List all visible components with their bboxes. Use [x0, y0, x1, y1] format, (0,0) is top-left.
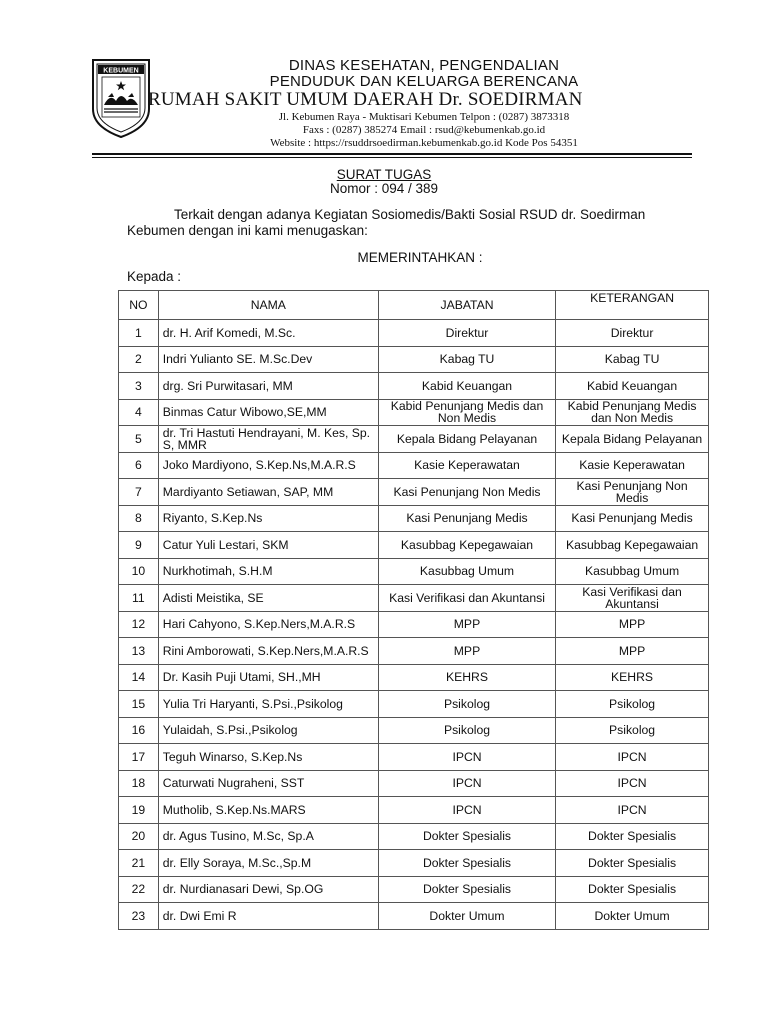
- table-row: [119, 903, 709, 930]
- row-name: Mardiyanto Setiawan, SAP, MM: [158, 479, 378, 506]
- row-name: dr. Dwi Emi R: [158, 903, 378, 930]
- table-row: [119, 399, 709, 426]
- row-position: IPCN: [378, 797, 555, 824]
- table-row: [119, 770, 709, 797]
- row-position: IPCN: [378, 744, 555, 771]
- table-row: [119, 426, 709, 453]
- row-number: 2: [119, 346, 159, 373]
- letterhead-divider-thick: [92, 153, 692, 155]
- table-row: [119, 611, 709, 638]
- row-number: 10: [119, 558, 159, 585]
- row-number: 8: [119, 505, 159, 532]
- logo-text: KEBUMEN: [103, 67, 139, 75]
- letter-paragraph-line2: Kebumen dengan ini kami menugaskan:: [127, 223, 368, 238]
- row-position: Direktur: [378, 320, 555, 347]
- row-name: Hari Cahyono, S.Kep.Ners,M.A.R.S: [158, 611, 378, 638]
- letterhead-agency-line1: DINAS KESEHATAN, PENGENDALIAN: [288, 57, 560, 74]
- letter-order: MEMERINTAHKAN :: [357, 250, 483, 265]
- table-row: [119, 320, 709, 347]
- row-position: MPP: [378, 611, 555, 638]
- letterhead-hospital-name: RUMAH SAKIT UMUM DAERAH Dr. SOEDIRMAN: [148, 89, 583, 110]
- assignment-table: [118, 290, 709, 930]
- row-position: Psikolog: [378, 691, 555, 718]
- header-keterangan: KETERANGAN: [556, 291, 709, 320]
- row-position: Kabag TU: [378, 346, 555, 373]
- row-position: Kabid Penunjang Medis dan Non Medis: [378, 399, 555, 426]
- row-position: Kabid Keuangan: [378, 373, 555, 400]
- row-remarks: Kasubbag Umum: [556, 558, 709, 585]
- row-name: dr. H. Arif Komedi, M.Sc.: [158, 320, 378, 347]
- row-number: 4: [119, 399, 159, 426]
- row-remarks: Kasi Penunjang Non Medis: [556, 479, 709, 506]
- table-row: [119, 585, 709, 612]
- table-row: [119, 797, 709, 824]
- letter-recipient-label: Kepada :: [127, 269, 182, 284]
- table-row: [119, 823, 709, 850]
- row-name: Yulaidah, S.Psi.,Psikolog: [158, 717, 378, 744]
- row-number: 16: [119, 717, 159, 744]
- row-remarks: IPCN: [556, 744, 709, 771]
- letterhead-fax-email: Faxs : (0287) 385274 Email : rsud@kebumenkab.go.id: [302, 124, 546, 136]
- row-position: Psikolog: [378, 717, 555, 744]
- table-header-row: [119, 291, 709, 320]
- row-position: Kasi Penunjang Non Medis: [378, 479, 555, 506]
- row-number: 13: [119, 638, 159, 665]
- row-position: Kasi Penunjang Medis: [378, 505, 555, 532]
- row-remarks: Direktur: [556, 320, 709, 347]
- row-number: 17: [119, 744, 159, 771]
- row-name: Riyanto, S.Kep.Ns: [158, 505, 378, 532]
- table-row: [119, 505, 709, 532]
- row-number: 21: [119, 850, 159, 877]
- row-number: 1: [119, 320, 159, 347]
- row-number: 6: [119, 452, 159, 479]
- row-number: 7: [119, 479, 159, 506]
- row-name: Mutholib, S.Kep.Ns.MARS: [158, 797, 378, 824]
- row-remarks: Dokter Spesialis: [556, 823, 709, 850]
- table-row: [119, 717, 709, 744]
- row-number: 15: [119, 691, 159, 718]
- row-number: 23: [119, 903, 159, 930]
- row-number: 11: [119, 585, 159, 612]
- row-remarks: Dokter Spesialis: [556, 876, 709, 903]
- letter-title: SURAT TUGAS: [336, 167, 432, 182]
- letterhead-agency-line2: PENDUDUK DAN KELUARGA BERENCANA: [269, 73, 579, 90]
- row-position: Kepala Bidang Pelayanan: [378, 426, 555, 453]
- table-row: [119, 850, 709, 877]
- row-remarks: Dokter Spesialis: [556, 850, 709, 877]
- header-nama: NAMA: [158, 291, 378, 320]
- row-name: dr. Tri Hastuti Hendrayani, M. Kes, Sp. S, MMR: [158, 426, 378, 453]
- row-remarks: Kepala Bidang Pelayanan: [556, 426, 709, 453]
- table-row: [119, 664, 709, 691]
- row-number: 9: [119, 532, 159, 559]
- row-name: Yulia Tri Haryanti, S.Psi.,Psikolog: [158, 691, 378, 718]
- row-remarks: Kabid Keuangan: [556, 373, 709, 400]
- table-row: [119, 876, 709, 903]
- row-name: Teguh Winarso, S.Kep.Ns: [158, 744, 378, 771]
- row-name: Indri Yulianto SE. M.Sc.Dev: [158, 346, 378, 373]
- row-remarks: KEHRS: [556, 664, 709, 691]
- row-name: dr. Nurdianasari Dewi, Sp.OG: [158, 876, 378, 903]
- row-remarks: Kasie Keperawatan: [556, 452, 709, 479]
- row-remarks: MPP: [556, 611, 709, 638]
- row-name: Dr. Kasih Puji Utami, SH.,MH: [158, 664, 378, 691]
- table-row: [119, 532, 709, 559]
- row-position: Dokter Umum: [378, 903, 555, 930]
- letterhead-divider-thin: [92, 157, 692, 158]
- row-name: drg. Sri Purwitasari, MM: [158, 373, 378, 400]
- row-name: Rini Amborowati, S.Kep.Ners,M.A.R.S: [158, 638, 378, 665]
- row-number: 18: [119, 770, 159, 797]
- table-row: [119, 744, 709, 771]
- row-position: Kasie Keperawatan: [378, 452, 555, 479]
- row-position: MPP: [378, 638, 555, 665]
- row-name: dr. Agus Tusino, M.Sc, Sp.A: [158, 823, 378, 850]
- row-position: IPCN: [378, 770, 555, 797]
- row-name: Joko Mardiyono, S.Kep.Ns,M.A.R.S: [158, 452, 378, 479]
- row-number: 20: [119, 823, 159, 850]
- row-name: Binmas Catur Wibowo,SE,MM: [158, 399, 378, 426]
- row-remarks: Psikolog: [556, 691, 709, 718]
- row-remarks: Kabid Penunjang Medis dan Non Medis: [556, 399, 709, 426]
- letter-paragraph-line1: Terkait dengan adanya Kegiatan Sosiomedis/Bakti Sosial RSUD dr. Soedirman: [174, 207, 646, 222]
- row-number: 14: [119, 664, 159, 691]
- row-position: Dokter Spesialis: [378, 823, 555, 850]
- row-remarks: Kasi Verifikasi dan Akuntansi: [556, 585, 709, 612]
- row-position: KEHRS: [378, 664, 555, 691]
- table-row: [119, 346, 709, 373]
- row-remarks: IPCN: [556, 770, 709, 797]
- table-row: [119, 638, 709, 665]
- row-position: Dokter Spesialis: [378, 850, 555, 877]
- table-row: [119, 558, 709, 585]
- row-number: 5: [119, 426, 159, 453]
- row-name: dr. Elly Soraya, M.Sc.,Sp.M: [158, 850, 378, 877]
- letter-number: Nomor : 094 / 389: [329, 181, 439, 196]
- row-remarks: MPP: [556, 638, 709, 665]
- row-number: 19: [119, 797, 159, 824]
- row-remarks: Psikolog: [556, 717, 709, 744]
- table-row: [119, 691, 709, 718]
- table-row: [119, 452, 709, 479]
- row-number: 12: [119, 611, 159, 638]
- header-no: NO: [119, 291, 159, 320]
- row-remarks: Kabag TU: [556, 346, 709, 373]
- row-position: Kasi Verifikasi dan Akuntansi: [378, 585, 555, 612]
- row-remarks: IPCN: [556, 797, 709, 824]
- header-jabatan: JABATAN: [378, 291, 555, 320]
- row-position: Kasubbag Kepegawaian: [378, 532, 555, 559]
- row-position: Dokter Spesialis: [378, 876, 555, 903]
- row-remarks: Kasi Penunjang Medis: [556, 505, 709, 532]
- letterhead-address: Jl. Kebumen Raya - Muktisari Kebumen Telpon : (0287) 3873318: [278, 111, 570, 123]
- row-name: Caturwati Nugraheni, SST: [158, 770, 378, 797]
- row-number: 22: [119, 876, 159, 903]
- table-row: [119, 373, 709, 400]
- row-position: Kasubbag Umum: [378, 558, 555, 585]
- row-name: Catur Yuli Lestari, SKM: [158, 532, 378, 559]
- table-body: [119, 320, 709, 930]
- letterhead-website: Website : https://rsuddrsoedirman.kebumenkab.go.id Kode Pos 54351: [270, 137, 578, 149]
- row-remarks: Dokter Umum: [556, 903, 709, 930]
- row-number: 3: [119, 373, 159, 400]
- row-name: Adisti Meistika, SE: [158, 585, 378, 612]
- row-name: Nurkhotimah, S.H.M: [158, 558, 378, 585]
- row-remarks: Kasubbag Kepegawaian: [556, 532, 709, 559]
- table-row: [119, 479, 709, 506]
